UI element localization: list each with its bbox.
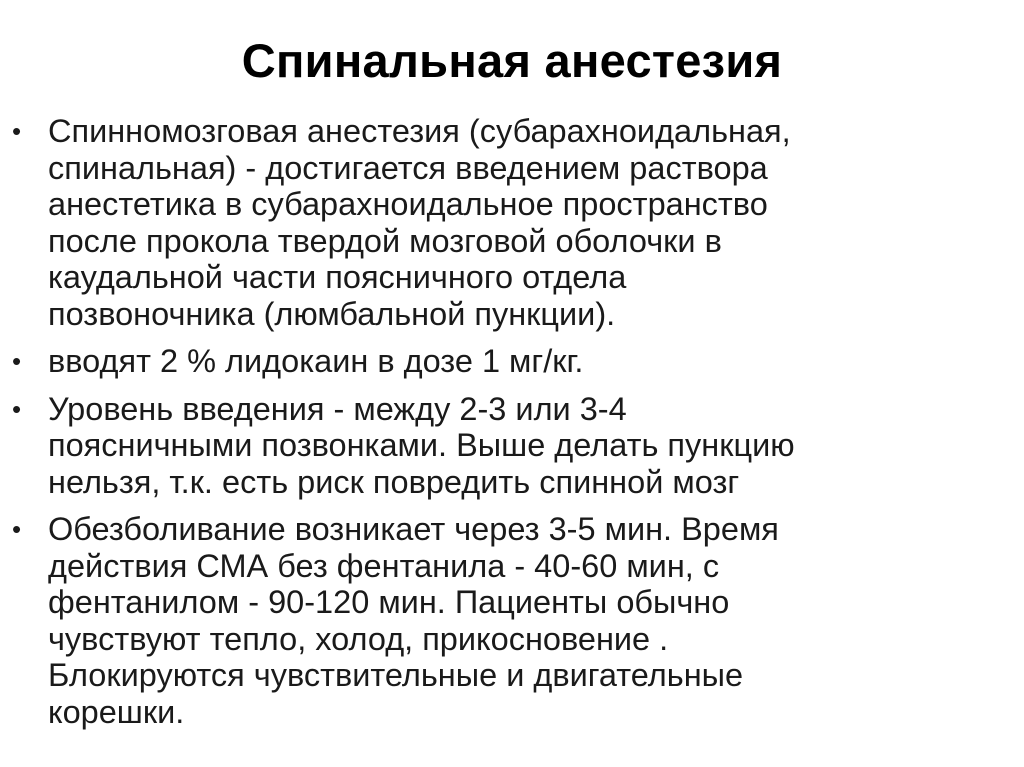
bullet-text [48,511,1012,730]
bullet-line: вводят 2 % лидокаин в дозе 1 мг/кг. [48,343,584,379]
bullet-line: каудальной части поясничного отдела [48,259,627,295]
slide-title: Спинальная анестезия [241,34,783,87]
bullet-item [12,391,1012,501]
bullet-line: фентанилом - 90-120 мин. Пациенты обычно [48,584,730,620]
bullet-icon: • [12,514,22,544]
bullet-item [12,511,1012,730]
bullet-line: Уровень введения - между 2-3 или 3-4 [48,390,627,427]
bullet-list [12,113,1012,741]
bullet-item [12,113,1012,332]
bullet-line: спинальная) - достигается введением раствора [48,149,768,186]
bullet-line: нельзя, т.к. есть риск повредить спинной мозг [48,463,740,500]
bullet-line: поясничными позвонками. Выше делать пункцию [48,427,795,463]
bullet-line: анестетика в субарахноидальное пространство [48,186,768,222]
bullet-line: корешки. [48,693,185,730]
bullet-line: действия СМА без фентанила - 40-60 мин, с [48,547,720,584]
bullet-text [48,113,1012,332]
bullet-line: Спинномозговая анестезия (субарахноидальная, [48,113,791,149]
bullet-line: после прокола твердой мозговой оболочки в [48,222,722,259]
bullet-icon: • [12,393,22,424]
bullet-text [48,343,1012,380]
bullet-text [48,391,1012,501]
bullet-line: позвоночника (люмбальной пункции). [48,295,616,332]
bullet-line: Обезболивание возникает через 3-5 мин. Время [48,511,779,547]
bullet-line: Блокируются чувствительные и двигательные [48,657,744,693]
bullet-item [12,343,1012,380]
bullet-icon: • [12,346,22,376]
bullet-icon: • [12,116,22,146]
bullet-line: чувствуют тепло, холод, прикосновение . [48,620,669,657]
